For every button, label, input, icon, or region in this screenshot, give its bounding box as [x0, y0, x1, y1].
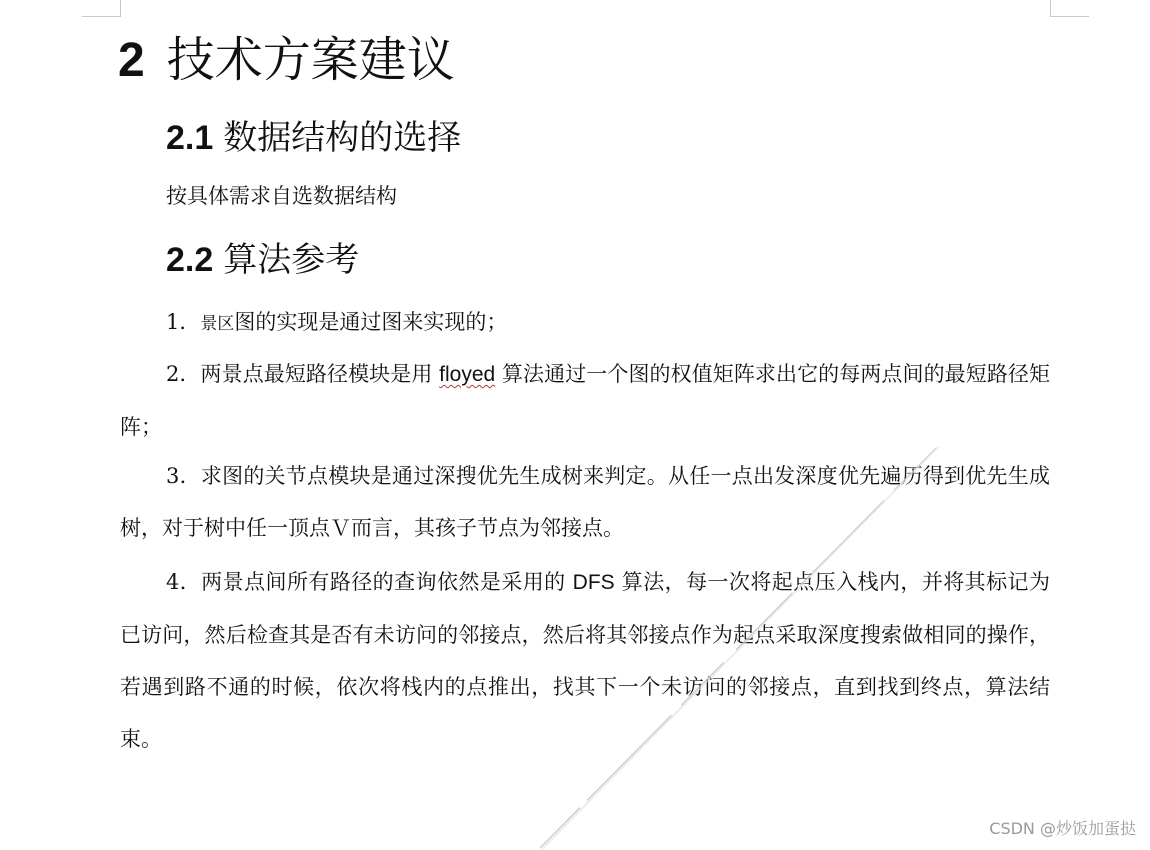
heading-2-1-title: 数据结构的选择 — [223, 118, 462, 158]
list-item-2-text-after: 算法通过一个图的权值矩阵求出它的每两点间的最短路径矩阵； — [120, 362, 1050, 439]
list-item-2-term: floyed — [439, 363, 496, 386]
list-item-2-number: 2． — [166, 362, 201, 386]
list-item-1-text: 图的实现是通过图来实现的； — [234, 310, 508, 334]
heading-2-1-number: 2.1 — [166, 119, 214, 157]
list-item-3-text: 求图的关节点模块是通过深搜优先生成树来判定。从任一点出发深度优先遍历得到优先生成树，对于树中任一顶点Ｖ而言，其孩子节点为邻接点。 — [120, 464, 1050, 540]
section-2-1-body: 按具体需求自选数据结构 — [166, 184, 397, 208]
list-item-3-number: 3． — [166, 464, 201, 488]
heading-2-2-number: 2.2 — [166, 241, 214, 279]
list-item-4-term: DFS — [572, 571, 615, 594]
heading-1-text: 技术方案建议 — [166, 32, 455, 88]
list-item-4-text-after: 算法，每一次将起点压入栈内，并将其标记为已访问，然后检查其是否有未访问的邻接点，然后将其邻接点作为起点采取深度搜索做相同的操作，若遇到路不通的时候，依次将栈内的点推出，找其下一个未访问的邻接点，直到找到终点，算法结束。 — [120, 570, 1050, 751]
heading-1-number: 2 — [118, 34, 145, 87]
csdn-watermark: CSDN @炒饭加蛋挞 — [989, 819, 1136, 838]
list-item-1-small-text: 景区 — [200, 314, 235, 334]
heading-2-2-title: 算法参考 — [223, 240, 360, 280]
list-item-4-number: 4． — [166, 570, 202, 594]
list-item-4-text-before: 两景点间所有路径的查询依然是采用的 — [201, 570, 573, 594]
list-item-1-number: 1． — [166, 310, 201, 334]
list-item-2-text-before: 两景点最短路径模块是用 — [200, 362, 440, 386]
